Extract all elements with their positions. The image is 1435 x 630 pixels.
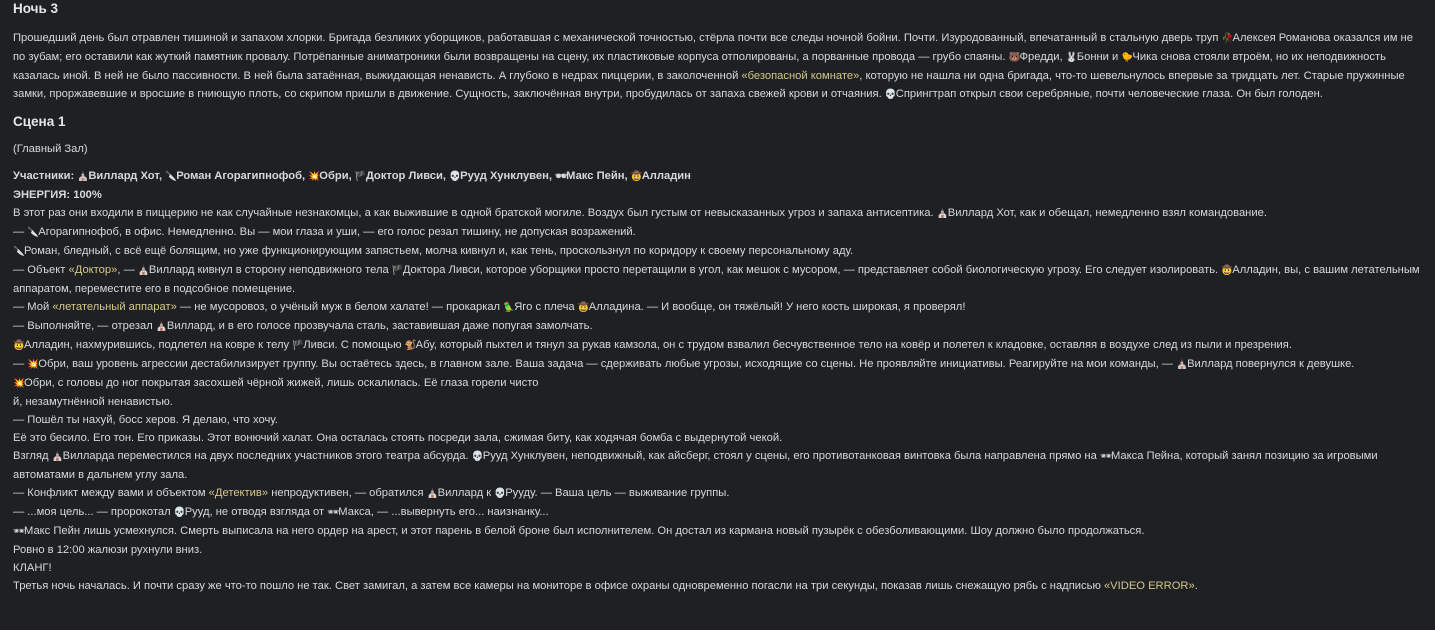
story-line: [13, 242, 1422, 261]
story-line: КЛАНГ!: [13, 562, 52, 574]
text: Яго с плеча: [514, 301, 578, 313]
energy-label: ЭНЕРГИЯ: 100%: [13, 189, 102, 201]
highlight-text: «Доктор»: [68, 264, 118, 276]
highlight-text: «Детектив»: [208, 487, 269, 499]
story-line: [13, 484, 1422, 503]
night-title: Ночь 3: [13, 1, 59, 16]
scene-title: Сцена 1: [13, 114, 66, 129]
parrot-icon: 🦜: [503, 302, 516, 313]
text: Вилларда переместился на двух последних участников этого театра абсурда.: [62, 450, 472, 462]
participant: Виллард Хот,: [88, 170, 163, 182]
intro-text: Спрингтрап открыл свои серебряные, почти человеческие глаза. Он был голоден.: [895, 88, 1323, 100]
bear-icon: 🐻: [1008, 52, 1021, 63]
story-line: [13, 503, 1422, 522]
highlight-text: «безопасной комнате»: [741, 70, 860, 82]
participant: Роман Агорагипнофоб,: [176, 170, 306, 182]
intro-paragraph: [13, 29, 1422, 104]
text: — Объект: [13, 264, 69, 276]
story-line: [13, 204, 1422, 223]
text: Взгляд: [13, 450, 52, 462]
church-icon: ⛪: [137, 265, 150, 276]
text: Рууд, не отводя взгляда от: [184, 506, 328, 518]
text: —: [13, 358, 28, 370]
story-line: [13, 261, 1422, 298]
flag-icon: 🏴: [391, 265, 404, 276]
text: Виллард кивнул в сторону неподвижного тела: [148, 264, 392, 276]
church-icon: ⛪: [936, 208, 949, 219]
cowboy-icon: 🤠: [1221, 265, 1234, 276]
text: Виллард, и в его голосе прозвучала сталь, заставившая даже попугая замолчать.: [166, 320, 593, 332]
cowboy-icon: 🤠: [577, 302, 590, 313]
story-line: — Пошёл ты нахуй, босс херов. Я делаю, что хочу.: [13, 414, 278, 426]
intro-text: Бонни и: [1076, 51, 1122, 63]
text: Виллард повернулся к девушке.: [1187, 358, 1355, 370]
skull-icon: 💀: [173, 507, 186, 518]
text: — Выполняйте, — отрезал: [13, 320, 156, 332]
skull-icon: 💀: [471, 451, 484, 462]
text: Виллард Хот, как и обещал, немедленно взял командование.: [947, 207, 1267, 219]
text: , —: [117, 264, 138, 276]
church-icon: ⛪: [426, 488, 439, 499]
text: Обри, ваш уровень агрессии дестабилизирует группу. Вы остаётесь здесь, в главном зале. Ваша задача — сдерживать любые угрозы, исходящие со сцены. Не проявляйте инициативы. Реагируйте на мои команды, —: [38, 358, 1177, 370]
text: Третья ночь началась. И почти сразу же что-то пошло не так. Свет замигал, а затем все камеры на мониторе в офисе охраны одновременно погасли на три секунды, показав лишь снежащую рябь с надписью: [13, 580, 1104, 592]
text: Ливси. С помощью: [303, 339, 405, 351]
explosion-icon: 💥: [13, 378, 25, 389]
skull-icon: 💀: [449, 171, 461, 182]
participant: Алладин: [641, 170, 691, 182]
explosion-icon: 💥: [27, 359, 40, 370]
story-line: [13, 577, 1422, 595]
text: Макс Пейн лишь усмехнулся. Смерть выписала на него ордер на арест, и этот парень в белой броне был исполнителем. Он достал из кармана новый пузырёк с обезболивающими. Шоу должно было продолжаться.: [24, 525, 1145, 537]
text: Рууду. — Ваша цель — выживание группы.: [505, 487, 730, 499]
intro-text: Чика снова стояли втроём, но их неподвижность казалась иной. В ней не было пассивности. В ней была затаённая, выжидающая ненависть. А глубоко в недрах пиццерии, в заколоченной: [13, 51, 1386, 82]
highlight-text: «VIDEO ERROR»: [1103, 580, 1195, 592]
story-line: й, незамутнённой ненавистью.: [13, 396, 173, 408]
text: — ...моя цель... — пророкотал: [13, 506, 174, 518]
chick-icon: 🐤: [1121, 52, 1134, 63]
story-line: [13, 298, 1422, 317]
location-label: (Главный Зал): [13, 143, 88, 155]
text: Обри, с головы до ног покрытая засохшей чёрной жижей, лишь оскалилась. Её глаза горели чисто: [24, 377, 539, 389]
rose-icon: 🥀: [1221, 33, 1234, 44]
text: —: [13, 226, 28, 238]
skull-icon: 💀: [494, 488, 507, 499]
story-line: Её это бесило. Его тон. Его приказы. Этот вонючий халат. Она осталась стоять посреди зала, сжимая биту, как ходячая бомба с выдернутой чекой.: [13, 432, 783, 444]
story-line: [13, 317, 1422, 336]
text: Макса, — ...вывернуть его... наизнанку...: [338, 506, 549, 518]
text: В этот раз они входили в пиццерию не как случайные незнакомцы, а как выжившие в одной братской могиле. Воздух был густым от невысказанных угроз и запаха антисептика.: [13, 207, 937, 219]
highlight-text: «летательный аппарат»: [52, 301, 177, 313]
participant: Обри,: [319, 170, 352, 182]
text: Роман, бледный, с всё ещё болящим, но уже функционирующим запястьем, молча кивнул и, как тень, проскользнул по коридору к своему персональному аду.: [24, 245, 854, 257]
text: Абу, который пыхтел и тянул за рукав камзола, он с трудом взвалил бесчувственное тело на ковёр и полетел к кладовке, оставляя в воздухе след из пыли и презрения.: [415, 339, 1292, 351]
text: .: [1194, 580, 1198, 592]
church-icon: ⛪: [77, 171, 90, 182]
intro-text: , которую не нашла ни одна бригада, что-то шевельнулось впервые за тридцать лет. Старые пружинные замки, проржавевшие и вросшие в гниющую плоть, со скрипом пришли в движение. Сущность, заключённая внутри, пробудилась от запаха свежей крови и отчаяния.: [13, 70, 1405, 100]
story-line: Ровно в 12:00 жалюзи рухнули вниз.: [13, 544, 203, 556]
intro-text: Алексея Романова оказался им не по зубам; его оставили как жуткий памятник провалу. Потрёпанные аниматроники были возвращены на сцену, их пластиковые корпуса отполированы, а порванные провода — грубо спаяны.: [13, 32, 1413, 63]
story-line: [13, 223, 1422, 242]
intro-text: Фредди,: [1019, 51, 1066, 63]
skull-icon: 💀: [884, 89, 897, 100]
text: Доктора Ливси, которое уборщики просто перетащили в угол, как мешок с мусором, — представляет собой биологическую угрозу. Его следует изолировать.: [402, 264, 1222, 276]
participant: Рууд Хунклувен,: [460, 170, 552, 182]
story-line: [13, 355, 1422, 374]
intro-text: Прошедший день был отравлен тишиной и запахом хлорки. Бригада безликих уборщиков, работавшая с механической точностью, стёрла почти все следы ночной бойни. Почти. Изуродованный, впечатанный в стальную дверь труп: [13, 32, 1222, 44]
text: Алладина. — И вообще, он тяжёлый! У него кость широкая, я проверял!: [588, 301, 966, 313]
knife-icon: 🔪: [165, 171, 178, 182]
participant: Макс Пейн,: [566, 170, 628, 182]
cowboy-icon: 🤠: [13, 340, 25, 351]
sunglasses-icon: 🕶: [555, 171, 568, 182]
church-icon: ⛪: [155, 321, 168, 332]
church-icon: ⛪: [1176, 359, 1188, 370]
text: — Мой: [13, 301, 53, 313]
text: — Конфликт между вами и объектом: [13, 487, 209, 499]
church-icon: ⛪: [51, 451, 64, 462]
text: Рууд Хунклувен, неподвижный, как айсберг, стоял у сцены, его противотанковая винтовка была направлена прямо на: [482, 450, 1100, 462]
flag-icon: 🏴: [354, 171, 367, 182]
text: Алладин, вы, с вашим летательным аппаратом, переместите его в подсобное помещение.: [13, 264, 1420, 295]
knife-icon: 🔪: [13, 246, 25, 257]
knife-icon: 🔪: [27, 227, 40, 238]
text: — не мусоровоз, о учёный муж в белом халате! — прокаркал: [176, 301, 504, 313]
flag-icon: 🏴: [292, 340, 305, 351]
rabbit-icon: 🐰: [1065, 52, 1078, 63]
sunglasses-icon: 🕶: [1099, 451, 1112, 462]
story-line: [13, 336, 1422, 355]
sunglasses-icon: 🕶: [327, 507, 340, 518]
text: Макса Пейна, который занял позицию за игровыми автоматами в дальнем углу зала.: [13, 450, 1378, 481]
text: Агорагипнофоб, в офис. Немедленно. Вы — мои глаза и уши, — его голос резал тишину, не допуская возражений.: [38, 226, 636, 238]
participant: Доктор Ливси,: [365, 170, 447, 182]
story-line: [13, 374, 1422, 393]
text: Виллард к: [437, 487, 495, 499]
monkey-icon: 🐒: [404, 340, 417, 351]
story-line: [13, 447, 1422, 484]
participants-label: Участники:: [13, 170, 75, 182]
participants-line: [13, 167, 1422, 186]
text: Алладин, нахмурившись, подлетел на ковре к телу: [24, 339, 293, 351]
story-line: [13, 522, 1422, 541]
cowboy-icon: 🤠: [630, 171, 643, 182]
text: непродуктивен, — обратился: [268, 487, 427, 499]
explosion-icon: 💥: [308, 171, 321, 182]
sunglasses-icon: 🕶: [13, 526, 26, 537]
